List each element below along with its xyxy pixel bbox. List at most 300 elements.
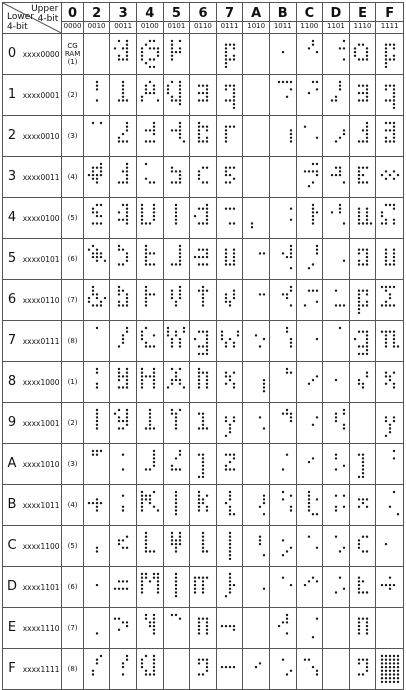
glyph-cell <box>83 526 110 567</box>
table-body <box>3 34 404 690</box>
glyph-cell <box>83 198 110 239</box>
cgram-cell: (4) <box>62 485 83 526</box>
glyph <box>299 162 319 192</box>
glyph-cell <box>190 34 217 75</box>
glyph-cell <box>136 567 163 608</box>
column-bits: 1110 <box>350 21 376 31</box>
glyph <box>353 121 373 151</box>
glyph-cell <box>190 116 217 157</box>
glyph-cell <box>136 403 163 444</box>
row-header <box>3 567 62 608</box>
glyph <box>353 613 373 643</box>
column-header-D <box>323 3 350 34</box>
glyph <box>140 367 160 397</box>
glyph <box>353 490 373 520</box>
glyph-cell <box>163 444 190 485</box>
column-bits: 1100 <box>297 21 323 31</box>
row-digit: F <box>8 661 16 676</box>
column-digit: E <box>358 5 367 21</box>
character-code-table <box>2 2 404 678</box>
row-digit: 5 <box>7 251 17 266</box>
glyph <box>273 408 293 438</box>
glyph-cell <box>163 280 190 321</box>
glyph <box>87 244 107 274</box>
glyph-cell <box>243 567 270 608</box>
glyph-cell <box>243 403 270 444</box>
glyph <box>166 367 186 397</box>
glyph <box>273 39 293 69</box>
column-digit: 3 <box>118 5 128 21</box>
glyph-cell <box>110 649 137 690</box>
glyph-cell <box>83 34 110 75</box>
glyph-cell <box>216 485 243 526</box>
glyph <box>326 162 346 192</box>
glyph <box>326 408 346 438</box>
glyph-cell <box>83 321 110 362</box>
glyph-cell <box>216 157 243 198</box>
glyph-cell <box>296 526 323 567</box>
glyph <box>299 531 319 561</box>
glyph-cell <box>243 362 270 403</box>
glyph-cell <box>323 157 350 198</box>
glyph-cell <box>136 116 163 157</box>
glyph-cell <box>110 403 137 444</box>
row-digit: 3 <box>7 169 17 184</box>
glyph-cell <box>216 34 243 75</box>
cgram-cell: (2) <box>62 403 83 444</box>
glyph-cell <box>349 485 376 526</box>
glyph-cell <box>376 403 404 444</box>
glyph <box>380 408 400 438</box>
glyph <box>326 285 346 315</box>
glyph <box>246 572 266 602</box>
glyph <box>246 613 266 643</box>
row-bits: xxxx1010 <box>22 459 60 469</box>
glyph <box>299 285 319 315</box>
glyph-cell <box>296 75 323 116</box>
glyph <box>326 326 346 356</box>
glyph <box>113 367 133 397</box>
table-row <box>3 649 404 690</box>
glyph-cell <box>83 403 110 444</box>
glyph-cell <box>110 280 137 321</box>
glyph <box>193 326 213 356</box>
cgram-cell: (6) <box>62 239 83 280</box>
row-digit: 2 <box>7 128 17 143</box>
cgram-cell: (7) <box>62 280 83 321</box>
glyph-cell <box>83 649 110 690</box>
glyph-cell <box>349 239 376 280</box>
glyph-cell <box>269 567 296 608</box>
glyph-cell <box>163 526 190 567</box>
glyph <box>220 531 240 561</box>
glyph <box>140 39 160 69</box>
glyph <box>326 490 346 520</box>
glyph <box>246 285 266 315</box>
glyph <box>166 121 186 151</box>
glyph <box>220 449 240 479</box>
column-bits: 1111 <box>376 21 403 31</box>
glyph <box>353 39 373 69</box>
glyph-cell <box>136 444 163 485</box>
row-digit: A <box>7 456 17 471</box>
glyph <box>220 203 240 233</box>
column-digit: 4 <box>145 5 155 21</box>
glyph <box>113 613 133 643</box>
glyph-cell <box>83 362 110 403</box>
glyph-cell <box>163 362 190 403</box>
glyph <box>353 408 373 438</box>
glyph-cell <box>269 116 296 157</box>
glyph <box>246 367 266 397</box>
glyph-cell <box>296 608 323 649</box>
glyph-cell <box>296 157 323 198</box>
column-bits: 0010 <box>84 21 110 31</box>
row-header <box>3 116 62 157</box>
glyph-cell <box>190 198 217 239</box>
glyph-cell <box>296 198 323 239</box>
glyph-cell <box>163 157 190 198</box>
glyph-cell <box>110 362 137 403</box>
glyph-cell <box>190 444 217 485</box>
glyph <box>326 80 346 110</box>
column-header-0 <box>62 3 83 34</box>
row-digit: C <box>7 538 17 553</box>
glyph <box>193 367 213 397</box>
glyph-cell <box>243 280 270 321</box>
glyph-cell <box>216 239 243 280</box>
glyph-cell <box>190 321 217 362</box>
cgram-cell: (5) <box>62 198 83 239</box>
row-bits: xxxx1000 <box>22 377 60 387</box>
glyph <box>380 39 400 69</box>
glyph-cell <box>136 280 163 321</box>
glyph <box>113 572 133 602</box>
table-row <box>3 34 404 75</box>
glyph-cell <box>323 362 350 403</box>
glyph-cell <box>83 608 110 649</box>
glyph <box>87 613 107 643</box>
glyph-cell <box>376 280 404 321</box>
glyph-cell <box>243 75 270 116</box>
glyph <box>113 162 133 192</box>
glyph <box>193 531 213 561</box>
glyph <box>166 490 186 520</box>
glyph <box>87 449 107 479</box>
glyph <box>113 490 133 520</box>
cgram-cell: CG RAM (1) <box>62 34 83 75</box>
glyph <box>246 449 266 479</box>
glyph <box>87 203 107 233</box>
column-header-A <box>243 3 270 34</box>
glyph-cell <box>216 75 243 116</box>
cgram-cell: (5) <box>62 526 83 567</box>
table-row <box>3 485 404 526</box>
glyph-cell <box>163 403 190 444</box>
glyph-cell <box>190 239 217 280</box>
glyph-cell <box>190 649 217 690</box>
glyph-cell <box>190 75 217 116</box>
glyph-cell <box>216 649 243 690</box>
cgram-cell: (8) <box>62 649 83 690</box>
glyph <box>299 326 319 356</box>
glyph-cell <box>349 198 376 239</box>
glyph <box>87 39 107 69</box>
glyph <box>193 572 213 602</box>
glyph <box>113 408 133 438</box>
glyph-cell <box>243 444 270 485</box>
glyph <box>246 203 266 233</box>
glyph <box>166 285 186 315</box>
row-digit: 8 <box>7 374 17 389</box>
glyph-cell <box>190 526 217 567</box>
glyph <box>380 572 400 602</box>
table-row <box>3 198 404 239</box>
column-digit: 2 <box>92 5 102 21</box>
table-row <box>3 75 404 116</box>
row-bits: xxxx1101 <box>22 582 60 592</box>
glyph-cell <box>163 239 190 280</box>
glyph-cell <box>269 362 296 403</box>
glyph-cell <box>110 567 137 608</box>
glyph-cell <box>296 403 323 444</box>
glyph-cell <box>323 34 350 75</box>
glyph <box>193 490 213 520</box>
glyph <box>299 39 319 69</box>
glyph <box>87 285 107 315</box>
glyph-cell <box>269 280 296 321</box>
glyph <box>220 572 240 602</box>
table-row <box>3 116 404 157</box>
glyph-cell <box>136 157 163 198</box>
column-bits: 1011 <box>270 21 296 31</box>
glyph <box>193 449 213 479</box>
column-header-C <box>296 3 323 34</box>
row-bits: xxxx1011 <box>22 500 60 510</box>
column-header-3 <box>110 3 137 34</box>
glyph-cell <box>269 649 296 690</box>
glyph-cell <box>376 239 404 280</box>
glyph <box>87 367 107 397</box>
glyph <box>220 121 240 151</box>
glyph-cell <box>163 649 190 690</box>
glyph <box>273 326 293 356</box>
column-bits: 0101 <box>164 21 190 31</box>
row-digit: 9 <box>7 415 17 430</box>
glyph <box>273 367 293 397</box>
table-row <box>3 403 404 444</box>
glyph <box>113 326 133 356</box>
glyph <box>380 531 400 561</box>
glyph-cell <box>349 608 376 649</box>
glyph <box>299 367 319 397</box>
glyph-cell <box>83 280 110 321</box>
glyph-cell <box>376 526 404 567</box>
glyph <box>299 572 319 602</box>
row-bits: xxxx0111 <box>22 336 60 346</box>
glyph <box>326 203 346 233</box>
row-bits: xxxx1001 <box>22 418 60 428</box>
glyph-cell <box>136 321 163 362</box>
glyph <box>220 244 240 274</box>
glyph-cell <box>190 567 217 608</box>
glyph <box>166 408 186 438</box>
glyph <box>87 162 107 192</box>
glyph-cell <box>83 116 110 157</box>
glyph-cell <box>269 157 296 198</box>
glyph <box>113 531 133 561</box>
upper-label: Upper 4-bit <box>31 4 59 24</box>
glyph-cell <box>243 608 270 649</box>
glyph <box>353 531 373 561</box>
glyph <box>299 121 319 151</box>
glyph <box>166 449 186 479</box>
glyph <box>113 449 133 479</box>
glyph-cell <box>216 567 243 608</box>
glyph-cell <box>216 403 243 444</box>
glyph-cell <box>376 608 404 649</box>
glyph-cell <box>323 649 350 690</box>
glyph-cell <box>110 485 137 526</box>
glyph-cell <box>349 280 376 321</box>
glyph-cell <box>216 116 243 157</box>
glyph <box>113 121 133 151</box>
glyph <box>246 39 266 69</box>
glyph-cell <box>269 485 296 526</box>
column-digit: C <box>304 5 315 21</box>
glyph-cell <box>190 362 217 403</box>
glyph <box>193 613 213 643</box>
glyph-cell <box>243 485 270 526</box>
glyph <box>326 244 346 274</box>
row-digit: 0 <box>7 46 17 61</box>
glyph-cell <box>349 526 376 567</box>
glyph <box>273 572 293 602</box>
row-header <box>3 444 62 485</box>
row-header <box>3 649 62 690</box>
glyph <box>166 203 186 233</box>
cgram-cell: (6) <box>62 567 83 608</box>
lower-label: Lower 4-bit <box>7 12 34 32</box>
column-bits: 0011 <box>110 21 136 31</box>
glyph-cell <box>190 403 217 444</box>
glyph <box>380 80 400 110</box>
glyph-cell <box>296 649 323 690</box>
glyph <box>140 162 160 192</box>
glyph-cell <box>376 116 404 157</box>
row-header <box>3 157 62 198</box>
glyph <box>220 39 240 69</box>
column-bits: 1010 <box>243 21 269 31</box>
glyph-cell <box>269 526 296 567</box>
glyph-cell <box>269 198 296 239</box>
glyph <box>113 285 133 315</box>
glyph <box>220 326 240 356</box>
glyph <box>273 162 293 192</box>
glyph-cell <box>349 649 376 690</box>
row-header <box>3 403 62 444</box>
glyph-cell <box>243 239 270 280</box>
glyph <box>166 244 186 274</box>
glyph-cell <box>136 526 163 567</box>
glyph <box>299 613 319 643</box>
glyph-cell <box>376 198 404 239</box>
glyph-cell <box>216 321 243 362</box>
glyph <box>380 449 400 479</box>
glyph <box>326 39 346 69</box>
glyph-cell <box>136 485 163 526</box>
glyph-cell <box>349 75 376 116</box>
glyph-cell <box>296 321 323 362</box>
glyph-cell <box>110 116 137 157</box>
glyph-cell <box>243 34 270 75</box>
glyph-cell <box>136 649 163 690</box>
row-digit: B <box>7 497 17 512</box>
glyph <box>87 80 107 110</box>
glyph-cell <box>349 403 376 444</box>
glyph <box>166 572 186 602</box>
glyph-cell <box>243 526 270 567</box>
glyph <box>273 244 293 274</box>
glyph <box>140 80 160 110</box>
glyph <box>87 326 107 356</box>
glyph <box>326 531 346 561</box>
glyph-cell <box>323 198 350 239</box>
glyph <box>380 613 400 643</box>
glyph-cell <box>190 485 217 526</box>
glyph <box>246 80 266 110</box>
glyph <box>353 449 373 479</box>
glyph <box>193 80 213 110</box>
glyph <box>246 162 266 192</box>
glyph <box>140 572 160 602</box>
glyph <box>326 449 346 479</box>
row-header <box>3 321 62 362</box>
cgram-cell: (3) <box>62 444 83 485</box>
row-header <box>3 75 62 116</box>
row-digit: 4 <box>7 210 17 225</box>
char-table <box>2 2 404 690</box>
glyph <box>380 326 400 356</box>
glyph-cell <box>376 649 404 690</box>
glyph-cell <box>296 485 323 526</box>
row-bits: xxxx0100 <box>22 213 60 223</box>
row-bits: xxxx1111 <box>22 664 60 674</box>
glyph <box>140 449 160 479</box>
glyph <box>113 80 133 110</box>
glyph-cell <box>376 34 404 75</box>
header-row <box>3 3 404 34</box>
glyph <box>113 203 133 233</box>
glyph-cell <box>216 608 243 649</box>
row-digit: D <box>6 579 17 594</box>
glyph <box>299 408 319 438</box>
column-header-7 <box>216 3 243 34</box>
row-header <box>3 526 62 567</box>
glyph-cell <box>323 403 350 444</box>
glyph <box>220 285 240 315</box>
glyph-cell <box>269 34 296 75</box>
row-header <box>3 280 62 321</box>
glyph-cell <box>296 567 323 608</box>
glyph <box>220 490 240 520</box>
glyph-cell <box>349 157 376 198</box>
glyph <box>380 367 400 397</box>
glyph <box>193 39 213 69</box>
glyph <box>113 244 133 274</box>
glyph <box>353 326 373 356</box>
glyph-cell <box>243 649 270 690</box>
